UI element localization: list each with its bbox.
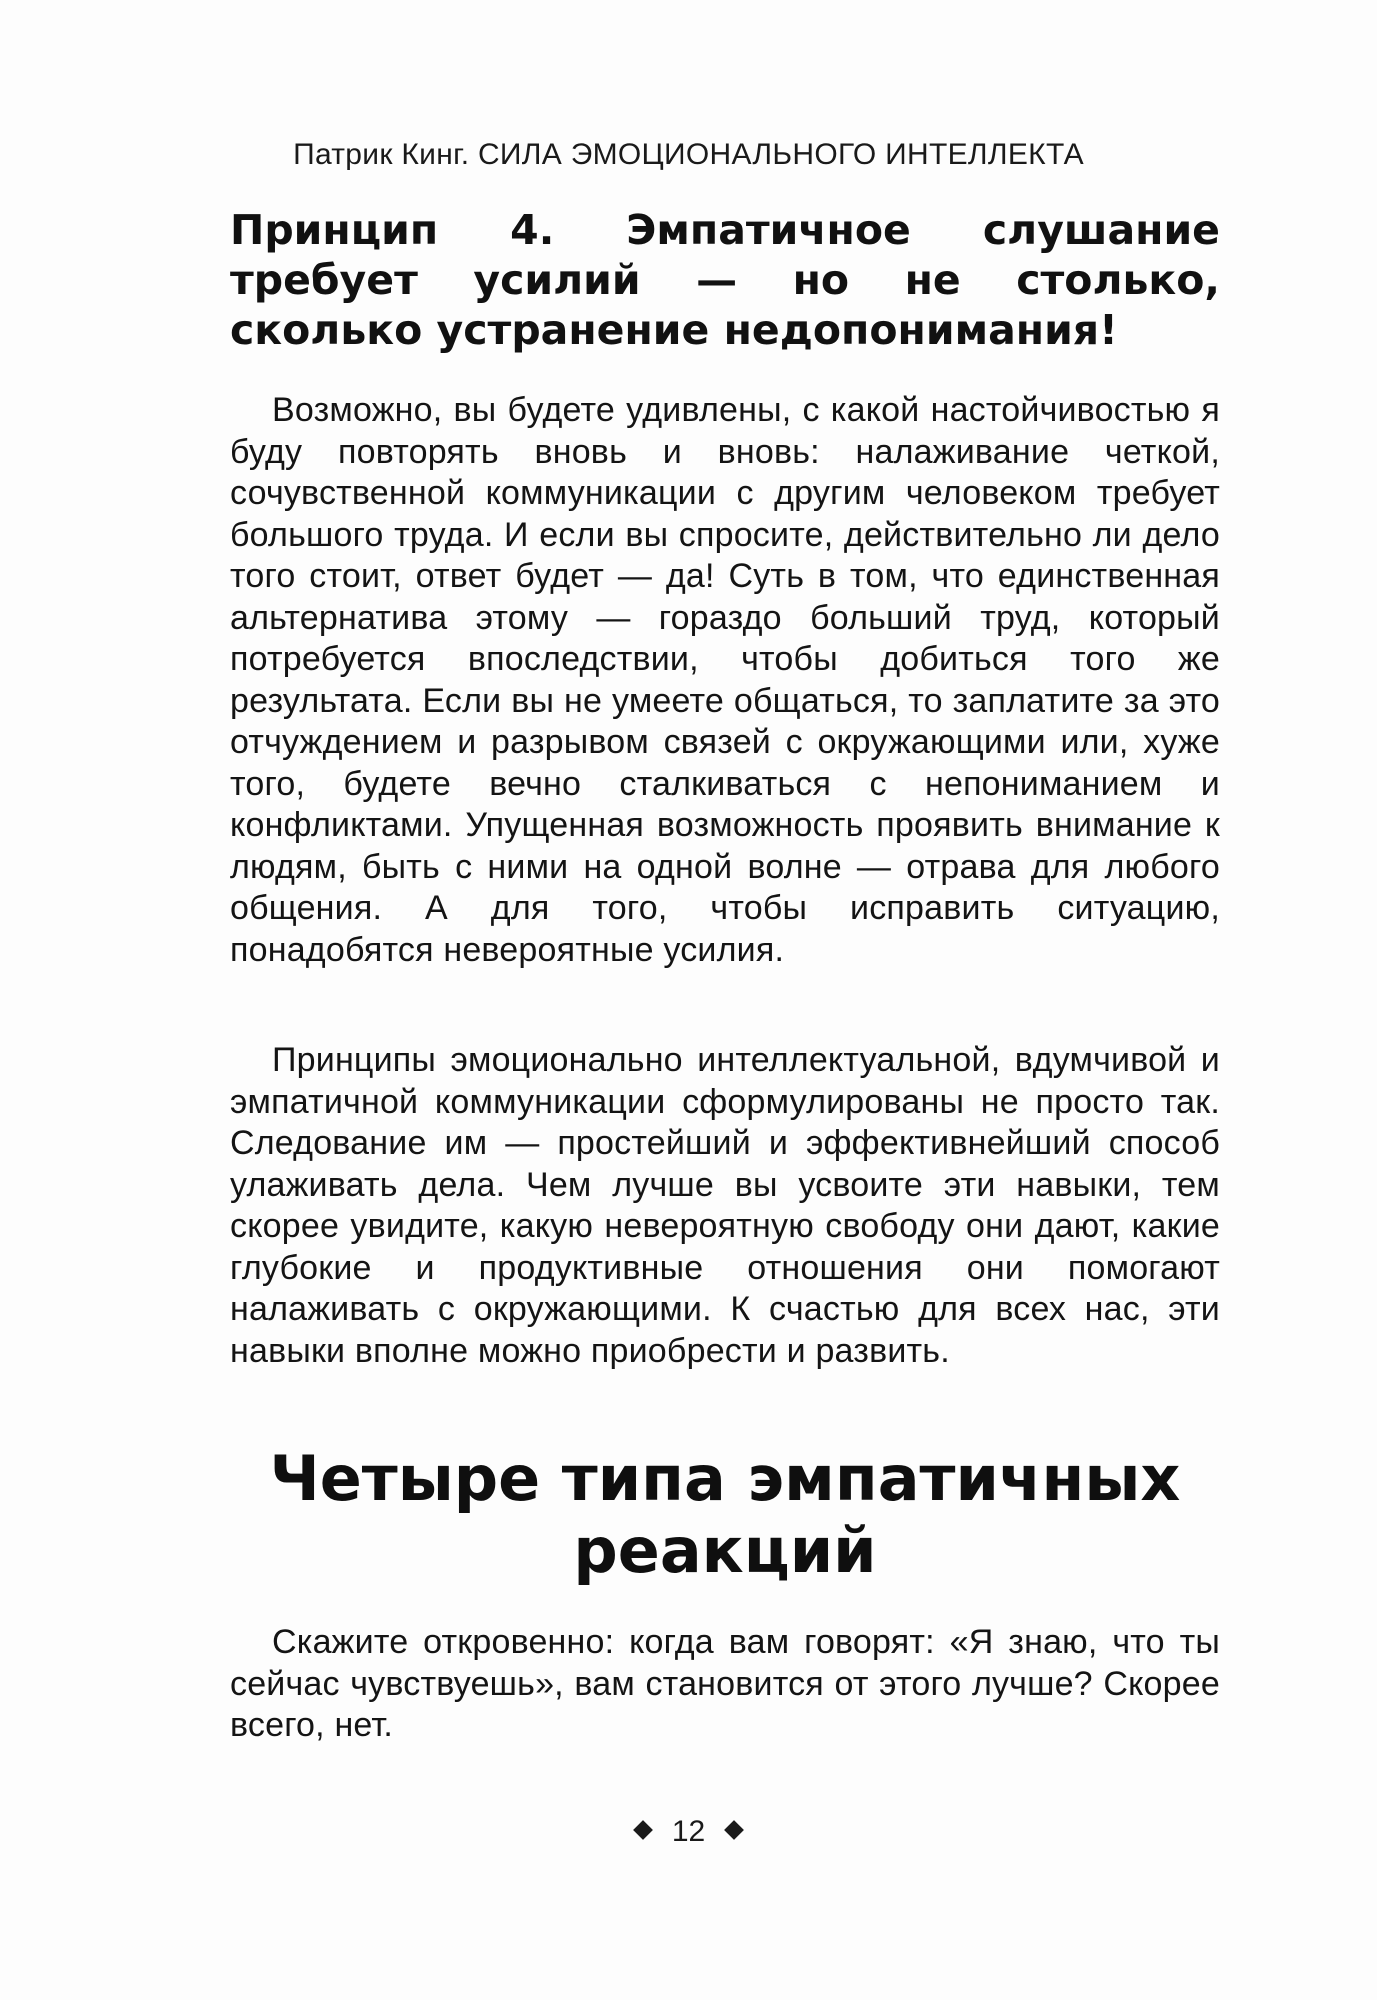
paragraph-3: Скажите откровенно: когда вам говорят: «Я знаю, что ты сейчас чувствуешь», вам становится от этого лучше? Скорее всего, нет. <box>230 1623 1220 1744</box>
paragraph-1: Возможно, вы будете удивлены, с какой настойчивостью я буду повторять вновь и вновь: налаживание четкой, сочувственной коммуникации с другим человеком требует большого труда. И если вы спросите, действительно ли дело того стоит, ответ будет — да! Суть в том, что единственная альтернатива этому — гораздо больший труд, который потребуется впоследствии, чтобы добиться того же результата. Если вы не умеете общаться, то заплатите за это отчуждением и разрывом связей с окружающими или, хуже того, будете вечно сталкиваться с непониманием и конфликтами. Упущенная возможность проявить внимание к людям, быть с ними на одной волне — отрава для любого общения. А для того, чтобы исправить ситуацию, понадобятся невероятные усилия. <box>230 391 1220 969</box>
diamond-ornament-right-icon <box>724 1820 744 1840</box>
paragraph-2: Принципы эмоционально интеллектуальной, вдумчивой и эмпатичной коммуникации сформулированы не просто так. Следование им — простейший и эффективнейший способ улаживать дела. Чем лучше вы усвоите эти навыки, тем скорее увидите, какую невероятную свободу они дают, какие глубокие и продуктивные отношения они помогают налаживать с окружающими. К счастью для всех нас, эти навыки вполне можно приобрести и развить. <box>230 1041 1220 1370</box>
chapter-heading: Четыре типа эмпатичных реакций <box>269 1442 1181 1587</box>
page-number: 12 <box>671 1815 706 1848</box>
diamond-ornament-left-icon <box>633 1820 653 1840</box>
page-footer <box>0 1815 1377 1849</box>
running-head: Патрик Кинг. СИЛА ЭМОЦИОНАЛЬНОГО ИНТЕЛЛЕКТА <box>293 138 1084 171</box>
section-heading: Принцип 4. Эмпатичное слушание требует усилий — но не столько, сколько устранение недопонимания! <box>230 206 1220 354</box>
